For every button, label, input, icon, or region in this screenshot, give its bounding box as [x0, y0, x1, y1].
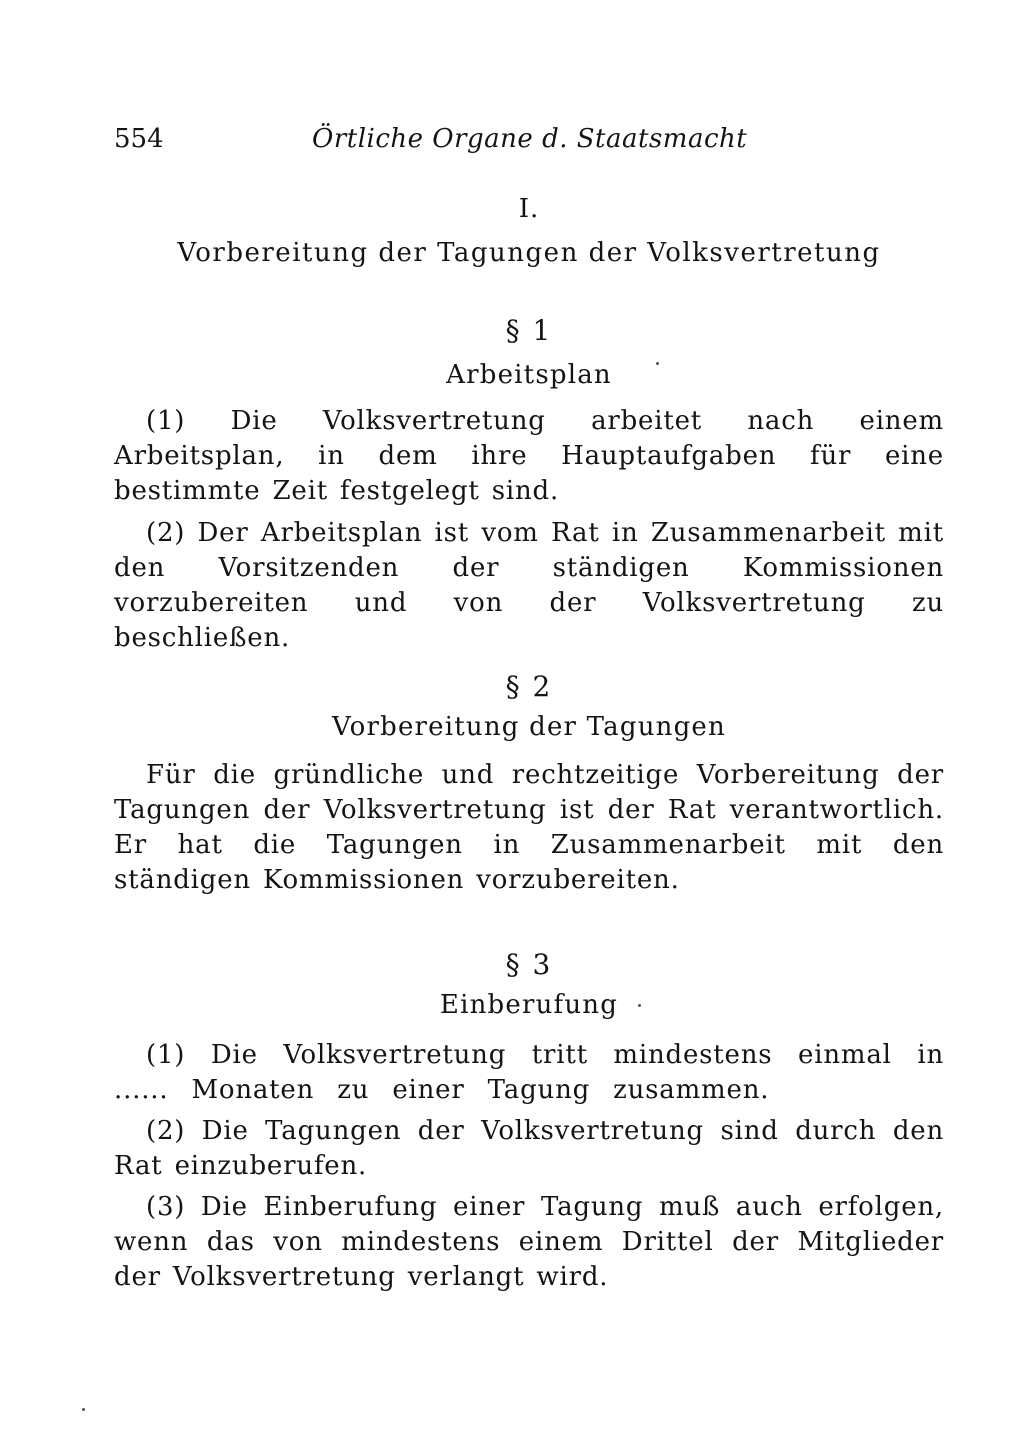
section-numeral: I.: [518, 194, 540, 224]
paragraph-title-3: Einberufung: [439, 990, 619, 1020]
paragraph-3-clause-3: (3) Die Einberufung einer Tagung muß auch erfolgen, wenn das von mindestens einem Drittel der Mitglieder der Volksvertretung verlangt wird.: [114, 1192, 944, 1292]
page-header: [114, 124, 754, 164]
paragraph-2-text: Für die gründliche und rechtzeitige Vorbereitung der Tagungen der Volksvertretung ist der Rat verantwortlich. Er hat die Tagungen in Zusammenarbeit mit den ständigen Kommissionen vorzubereiten.: [114, 760, 944, 895]
page-number: 554: [114, 124, 164, 154]
scan-speck: [82, 1408, 85, 1411]
paragraph-sign-3: § 3: [505, 948, 553, 981]
paragraph-3-clause-2: (2) Die Tagungen der Volksvertretung sind durch den Rat einzuberufen.: [114, 1116, 944, 1181]
paragraph-sign-2: § 2: [505, 670, 553, 703]
paragraph-3-clause-1: (1) Die Volksvertretung tritt mindestens einmal in ...... Monaten zu einer Tagung zusammen.: [114, 1040, 944, 1105]
paragraph-1-clause-2: (2) Der Arbeitsplan ist vom Rat in Zusammenarbeit mit den Vorsitzenden der ständigen Kommissionen vorzubereiten und von der Volksvertretung zu beschließen.: [114, 518, 944, 653]
section-title: Vorbereitung der Tagungen der Volksvertretung: [177, 238, 881, 268]
running-title: Örtliche Organe d. Staatsmacht: [312, 124, 748, 154]
scan-speck: [656, 362, 659, 365]
paragraph-title-1: Arbeitsplan: [446, 360, 612, 390]
paragraph-title-2: Vorbereitung der Tagungen: [332, 712, 726, 742]
scan-speck: [638, 1004, 641, 1007]
paragraph-1-clause-1: (1) Die Volksvertretung arbeitet nach einem Arbeitsplan, in dem ihre Hauptaufgaben für eine bestimmte Zeit festgelegt sind.: [114, 406, 944, 506]
paragraph-sign-1: § 1: [505, 314, 553, 347]
